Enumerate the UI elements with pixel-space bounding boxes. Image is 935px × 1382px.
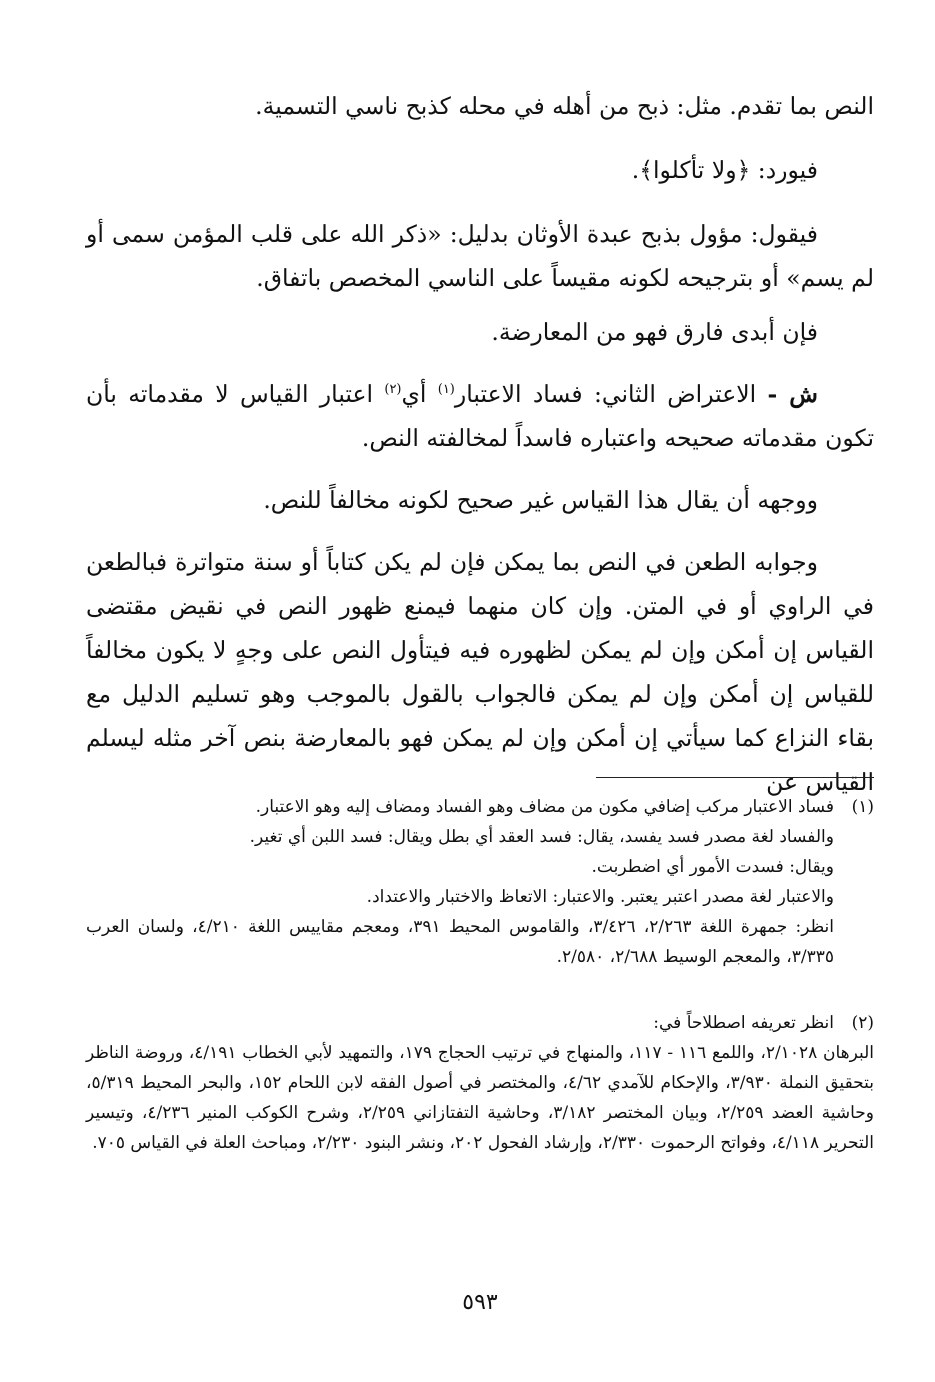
paragraph-2: فيورد: ﴿ولا تأكلوا﴾. [631,156,818,184]
footnote-2 [86,1008,874,1158]
paragraph-3: فيقول: مؤول بذبح عبدة الأوثان بدليل: «ذكر الله على قلب المؤمن سمى أو لم يسم» أو بترجيحه لكونه مقيساً على الناسي المخصص باتفاق. [86,220,874,292]
footnote-separator [596,777,874,778]
footnote-1-line-3: ويقال: فسدت الأمور أي اضطربت. [591,857,834,877]
footnote-1 [86,792,874,972]
paragraph-1: النص بما تقدم. مثل: ذبح من أهله في محله كذبح ناسي التسمية. [255,92,874,120]
book-page [86,0,874,1382]
footnote-2-line-1: انظر تعريفه اصطلاحاً في: [653,1013,834,1033]
footnote-2-references: البرهان ٢/١٠٢٨، واللمع ١١٦ - ١١٧، والمنهاج في ترتيب الحجاج ١٧٩، والتمهيد لأبي الخطاب ٤/١٩١، وروضة الناظر بتحقيق النملة ٣/٩٣٠، والإحكام للآمدي ٤/٦٢، والمختصر في أصول الفقه لابن اللحام ١٥٢، والبحر المحيط ٥/٣١٩، وحاشية العضد ٢/٢٥٩، وبيان المختصر ٣/١٨٢، وحاشية التفتازاني ٢/٢٥٩، وشرح الكوكب المنير ٤/٢٣٦، وتيسير التحرير ٤/١١٨، وفواتح الرحموت ٢/٣٣٠، وإرشاد الفحول ٢٠٢، ونشر البنود ٢/٢٣٠، ومباحث العلة في القياس ٧٠٥. [86,1043,875,1153]
footnote-1-line-4: والاعتبار لغة مصدر اعتبر يعتبر. والاعتبار: الاتعاظ والاختبار والاعتداد. [366,887,834,907]
paragraph-4: فإن أبدى فارق فهو من المعارضة. [491,318,818,346]
paragraph-5-part-c: اعتبار القياس لا مقدماته بأن تكون مقدماته صحيحه واعتباره فاسداً لمخالفته النص. [86,380,874,452]
footnote-1-line-2: والفساد لغة مصدر فسد يفسد، يقال: فسد العقد أي بطل ويقال: فسد اللبن أي تغير. [249,827,834,847]
footnote-ref-1: (١) [437,382,455,398]
footnote-1-number: (١) [851,797,874,817]
footnote-1-line-5: انظر: جمهرة اللغة ٢/٢٦٣، ٣/٤٢٦، والقاموس المحيط ٣٩١، ومعجم مقاييس اللغة ٤/٢١٠، ولسان العرب ٣/٣٣٥، والمعجم الوسيط ٢/٦٨٨، ٢/٥٨٠. [86,917,835,967]
page-number: ٥٩٣ [462,1290,498,1315]
paragraph-5 [86,372,874,460]
paragraph-5-part-b: أي [401,380,438,408]
paragraph-5-part-a: الاعتراض الثاني: فساد الاعتبار [454,380,768,408]
sharh-marker: ش - [767,380,818,408]
footnote-ref-2: (٢) [384,382,402,398]
paragraph-7: وجوابه الطعن في النص بما يمكن فإن لم يكن كتاباً أو سنة متواترة فبالطعن في الراوي أو في المتن. وإن كان منهما فيمنع ظهور النص في نقيض مقتضى القياس إن أمكن وإن لم يمكن لظهوره فيه فيتأول النص على وجهٍ لا يكون مخالفاً للقياس إن أمكن وإن لم يمكن فالجواب بالقول بالموجب وهو تسليم الدليل مع بقاء النزاع كما سيأتي إن أمكن وإن لم يمكن فهو بالمعارضة بنص آخر مثله ليسلم القياس عن [86,548,874,796]
footnote-1-line-1: فساد الاعتبار مركب إضافي مكون من مضاف وهو الفساد ومضاف إليه وهو الاعتبار. [255,797,834,817]
paragraph-6: ووجهه أن يقال هذا القياس غير صحيح لكونه مخالفاً للنص. [263,486,818,514]
footnote-2-number: (٢) [851,1013,874,1033]
